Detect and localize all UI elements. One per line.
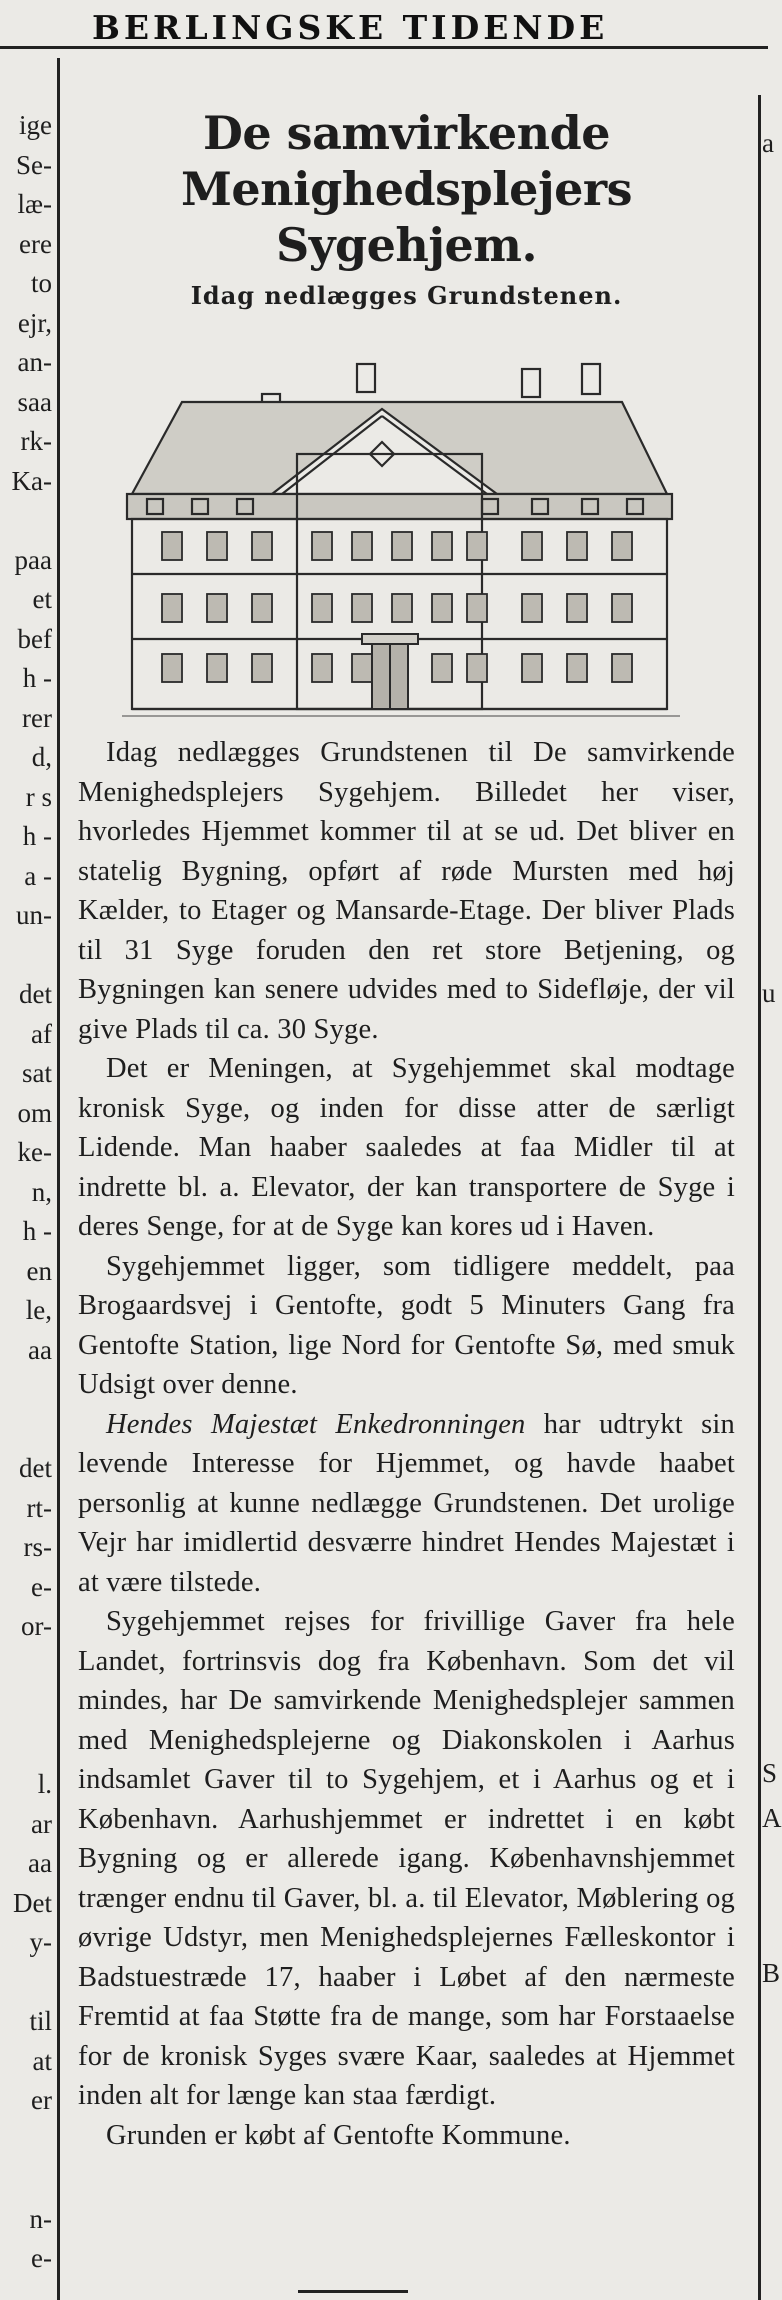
- building-window: [522, 594, 542, 622]
- left-fragment: om: [17, 1097, 52, 1128]
- paragraph-3: Sygehjemmet ligger, som tidligere meddelt, paa Brogaardsvej i Gentofte, godt 5 Minuters Gang fra Gentofte Station, lige Nord for Gentofte Sø, med smuk Udsigt over denne.: [78, 1250, 735, 1400]
- paragraph-4: [78, 1405, 735, 1603]
- left-fragment: n-: [29, 2203, 52, 2234]
- newspaper-title: BERLINGSKE TIDENDE: [92, 8, 609, 47]
- building-window: [312, 594, 332, 622]
- building-window: [612, 532, 632, 560]
- building-window: [522, 654, 542, 682]
- article: [78, 105, 735, 2151]
- left-fragment: læ-: [17, 189, 52, 219]
- headline: [78, 105, 735, 273]
- column-rule-left: [57, 58, 60, 2300]
- left-fragment: un-: [16, 900, 52, 930]
- right-fragment: A: [762, 1803, 782, 1833]
- building-window: [432, 532, 452, 560]
- building-window: [162, 532, 182, 560]
- left-fragment: h -: [22, 821, 52, 851]
- paragraph-2: Det er Meningen, at Sygehjemmet skal modtage kronisk Syge, og inden for disse atter de særligt Lidende. Man haaber saaledes at faa Midler til at indrette bl. a. Elevator, der kan transportere de Syge i deres Senge, for at de Syge kan kores ud i Haven.: [78, 1053, 735, 1242]
- building-window: [432, 594, 452, 622]
- building-window: [252, 654, 272, 682]
- building-window: [567, 594, 587, 622]
- left-fragment: to: [30, 268, 52, 298]
- building-window: [252, 532, 272, 560]
- left-fragment: r s: [25, 781, 52, 812]
- left-fragment: rer: [22, 702, 52, 733]
- left-fragment: et: [32, 584, 52, 614]
- paragraph-4-text: har udtrykt sin levende Interesse for Hjemmet, og havde haabet personlig at kunne nedlægge Grundstenen. Det urolige Vejr har imidlertid desværre hindret Hendes Majestæt i at være tilstede.: [78, 1408, 735, 1598]
- building-window: [392, 594, 412, 622]
- left-fragment: rk-: [20, 426, 52, 456]
- headline-line-2: Menighedsplejers Sygehjem.: [181, 162, 632, 272]
- right-fragment: a: [762, 128, 774, 158]
- column-rule-right: [758, 95, 761, 2300]
- left-fragment: det: [19, 1453, 52, 1483]
- building-window: [467, 594, 487, 622]
- building-window: [612, 654, 632, 682]
- left-fragment: l.: [37, 1769, 52, 1799]
- right-fragment: B: [762, 1958, 781, 1988]
- left-fragment: d,: [31, 742, 52, 772]
- left-fragment: Ka-: [11, 465, 52, 496]
- left-fragment: h -: [22, 663, 52, 693]
- article-end-rule: [298, 2290, 408, 2293]
- building-window: [567, 654, 587, 682]
- left-fragment: bef: [17, 623, 52, 654]
- right-fragment: u: [762, 978, 776, 1008]
- right-fragment: S: [762, 1758, 778, 1788]
- building-window: [312, 654, 332, 682]
- left-fragment: ige: [19, 110, 52, 140]
- building-window: [612, 594, 632, 622]
- left-fragment: n,: [31, 1176, 52, 1207]
- building-window: [162, 594, 182, 622]
- building-window: [207, 532, 227, 560]
- paragraph-5: Sygehjemmet rejses for frivillige Gaver fra hele Landet, fortrinsvis dog fra København. Som det vil mindes, har De samvirkende Menighedsplejer sammen med Menighedsplejerne og Diakonskolen i Aarhus indsamlet Gaver til to Sygehjem, et i Aarhus og et i København. Aarhushjemmet er indrettet i en købt Bygning og er allerede igang. Københavnshjemmet trænger endnu til Gaver, bl. a. til Elevator, Møblering og øvrige Udstyr, men Menighedsplejernes Fælleskontor i Badstuestræde 17, haaber i Løbet af den nærmeste Fremtid at faa Støtte fra de mange, som har Forstaaelse for de kronisk Syges svære Kaar, saaledes at Hjemmet inden alt for længe kan staa færdigt.: [78, 1606, 735, 2111]
- left-fragment: er: [31, 2085, 52, 2115]
- building-window: [522, 532, 542, 560]
- left-fragment: af: [31, 1018, 52, 1049]
- left-fragment: sat: [22, 1058, 52, 1088]
- building-window: [312, 532, 332, 560]
- left-fragment: det: [19, 979, 52, 1009]
- left-fragment: le,: [25, 1295, 52, 1325]
- left-fragment: til: [29, 2006, 52, 2036]
- left-fragment: paa: [14, 544, 52, 575]
- left-fragment: Se-: [16, 149, 52, 180]
- left-fragment: a -: [24, 860, 52, 891]
- left-fragment: e-: [31, 2243, 52, 2273]
- building-window: [467, 532, 487, 560]
- left-fragment: at: [32, 2045, 52, 2076]
- left-fragment: or-: [21, 1611, 52, 1641]
- left-fragment: ere: [19, 228, 52, 259]
- left-fragment: aa: [28, 1334, 52, 1365]
- left-fragment: aa: [28, 1848, 52, 1878]
- left-fragment: an-: [17, 347, 52, 377]
- subheadline: Idag nedlægges Grundstenen.: [190, 281, 623, 310]
- masthead: [0, 0, 768, 49]
- left-fragment: h -: [22, 1216, 52, 1246]
- left-fragment: saa: [17, 386, 52, 417]
- building-window: [352, 532, 372, 560]
- building-window: [392, 532, 412, 560]
- building-window: [352, 594, 372, 622]
- building-window: [567, 532, 587, 560]
- left-fragment: e-: [31, 1571, 52, 1602]
- headline-line-1: De samvirkende: [203, 106, 610, 160]
- building-window: [252, 594, 272, 622]
- building-window: [467, 654, 487, 682]
- paragraph-1: Idag nedlægges Grundstenen til De samvirkende Menighedsplejers Sygehjem. Billedet her viser, hvorledes Hjemmet kommer til at se ud. Det bliver en statelig Bygning, opført af røde Mursten med høj Kælder, to Etager og Mansarde-Etage. Der bliver Plads til 31 Syge foruden den ret store Betjening, og Bygningen kan senere udvides med to Sidefløje, der vil give Plads til ca. 30 Syge.: [78, 737, 735, 1045]
- left-fragment: Det: [13, 1887, 52, 1918]
- left-fragment: y-: [29, 1927, 52, 1957]
- left-fragment: rs-: [23, 1532, 52, 1562]
- paragraph-6: Grunden er købt af Gentofte Kommune.: [106, 2119, 571, 2151]
- building-window: [352, 654, 372, 682]
- left-fragment: ke-: [17, 1137, 52, 1167]
- left-fragment: ar: [31, 1808, 52, 1839]
- left-fragment: rt-: [26, 1492, 52, 1523]
- building-window: [162, 654, 182, 682]
- building-illustration: [122, 354, 682, 719]
- building-window: [432, 654, 452, 682]
- left-fragment: en: [26, 1255, 52, 1286]
- left-fragment: ejr,: [17, 307, 52, 338]
- article-body: [78, 733, 735, 2155]
- building-window: [207, 654, 227, 682]
- building-window: [207, 594, 227, 622]
- queen-reference: Hendes Majestæt Enkedronningen: [106, 1408, 526, 1440]
